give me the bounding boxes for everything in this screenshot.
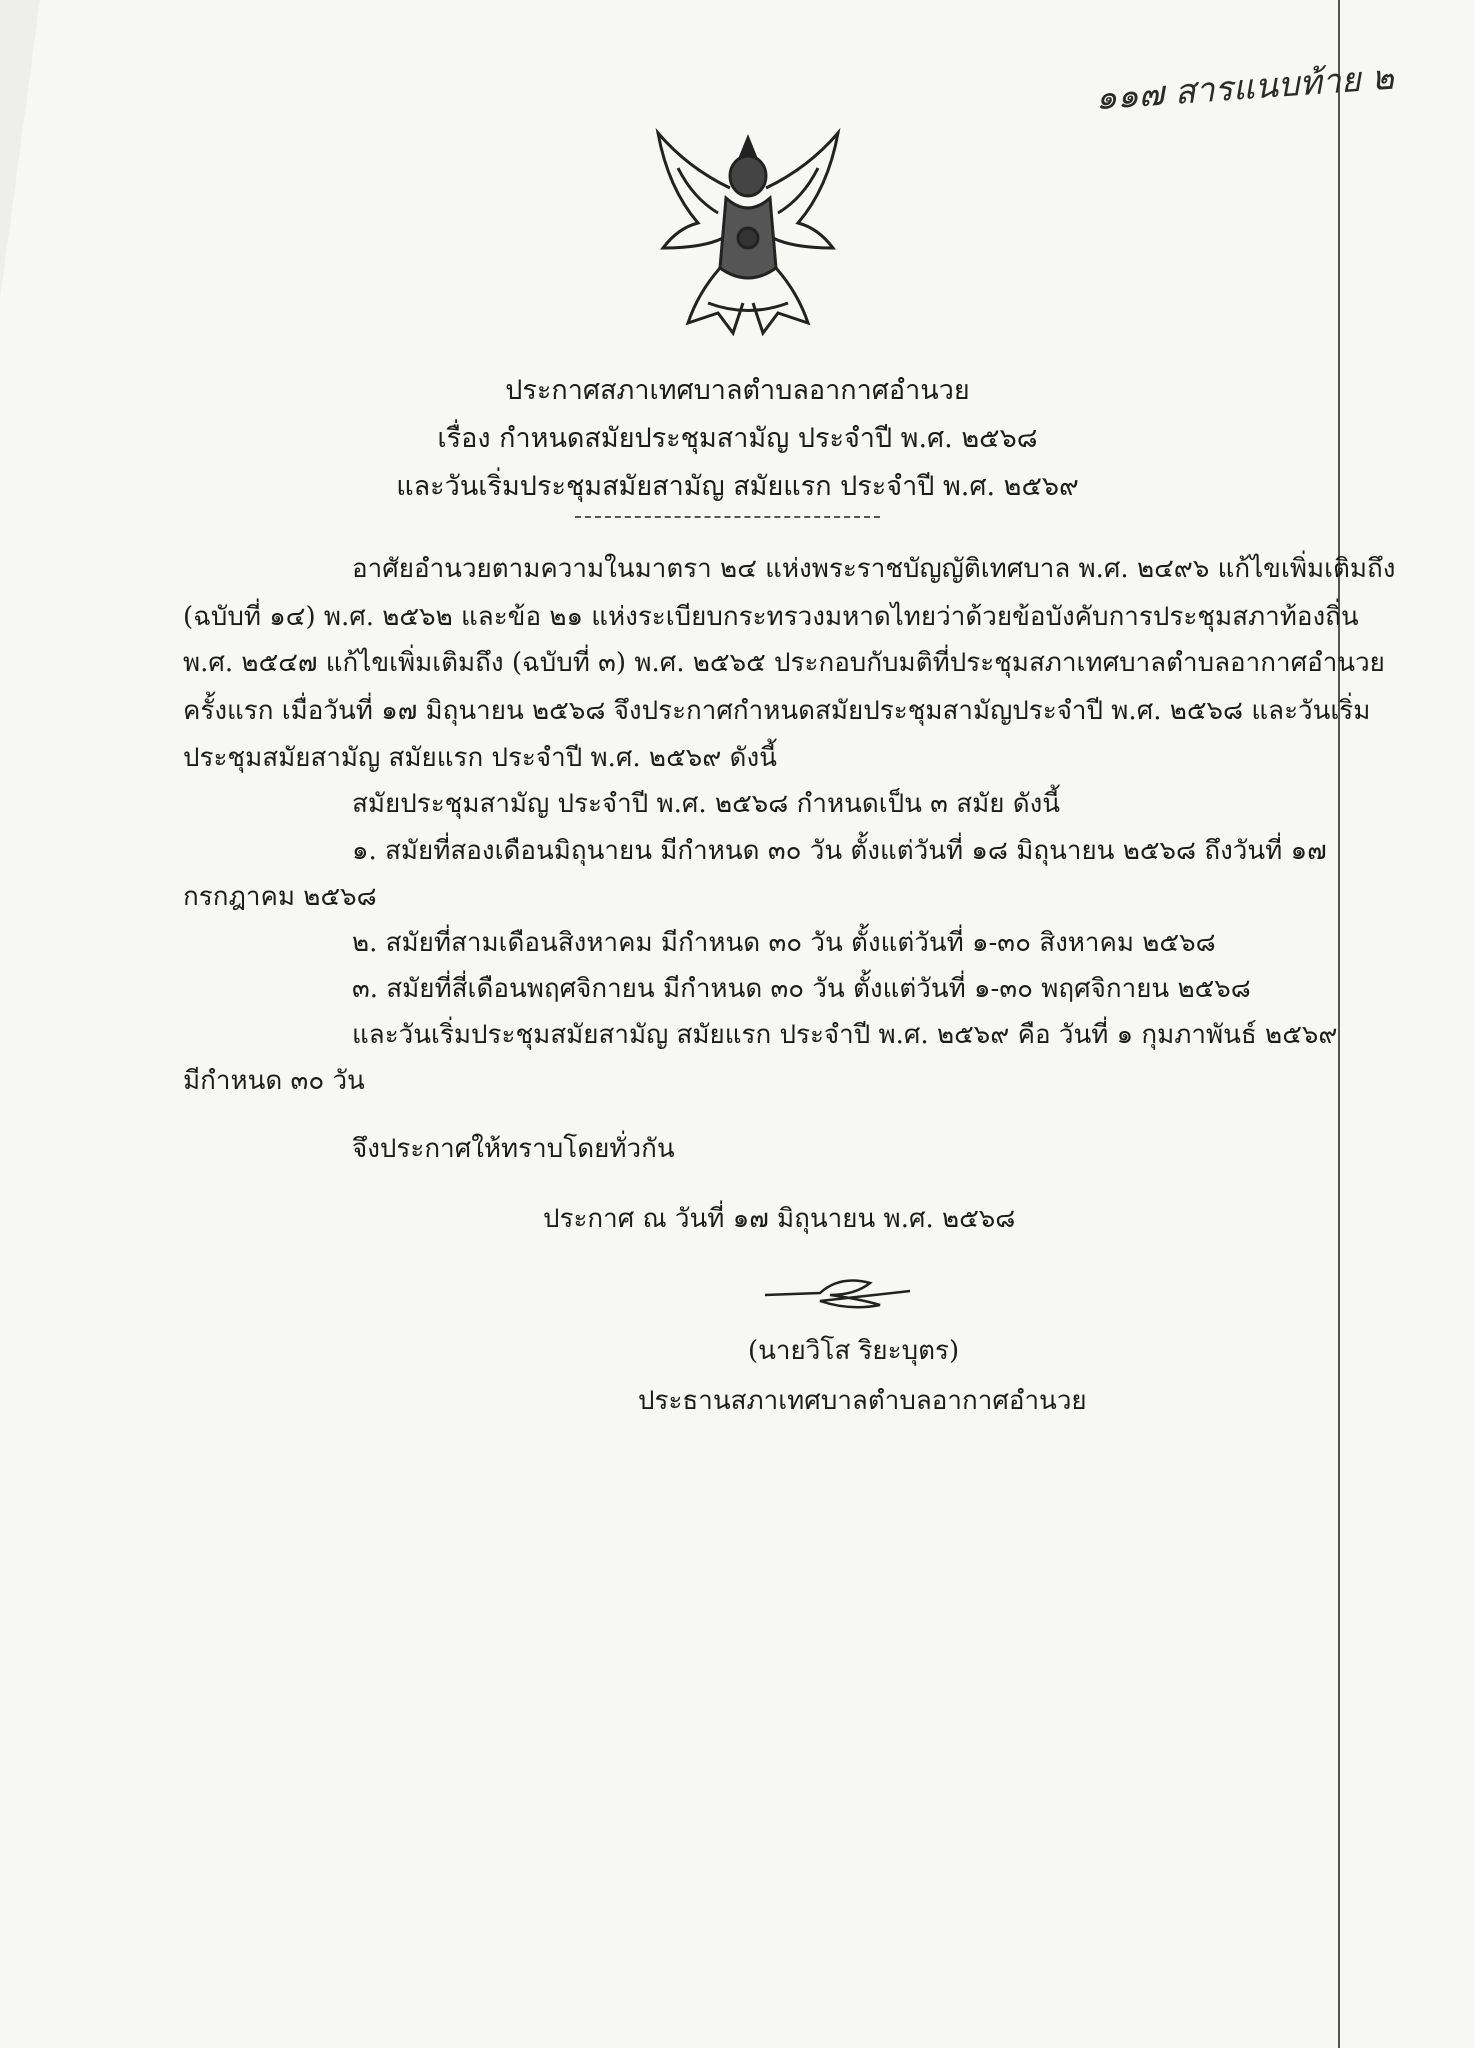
paragraph3-line2: มีกำหนด ๓๐ วัน [183, 1066, 365, 1096]
handwritten-note: ๑๑๗ สารแนบท้าย ๒ [1094, 57, 1396, 119]
item2: ๒. สมัยที่สามเดือนสิงหาคม มีกำหนด ๓๐ วัน ตั้งแต่วันที่ ๑-๓๐ สิงหาคม ๒๕๖๘ [352, 928, 1216, 958]
paragraph1-line3: พ.ศ. ๒๕๔๗ แก้ไขเพิ่มเติมถึง (ฉบับที่ ๓) พ.ศ. ๒๕๖๕ ประกอบกับมติที่ประชุมสภาเทศบาลตำบลอากาศอำนวย [183, 648, 1385, 678]
paragraph1-line4: ครั้งแรก เมื่อวันที่ ๑๗ มิถุนายน ๒๕๖๘ จึงประกาศกำหนดสมัยประชุมสามัญประจำปี พ.ศ. ๒๕๖๘ และวันเริ่ม [183, 696, 1371, 726]
announcement-subject-line2: และวันเริ่มประชุมสมัยสามัญ สมัยแรก ประจำปี พ.ศ. ๒๕๖๙ [396, 471, 1079, 502]
paragraph2: สมัยประชุมสามัญ ประจำปี พ.ศ. ๒๕๖๘ กำหนดเป็น ๓ สมัย ดังนี้ [352, 789, 1061, 819]
paragraph1-line5: ประชุมสมัยสามัญ สมัยแรก ประจำปี พ.ศ. ๒๕๖๙ ดังนี้ [183, 743, 777, 773]
signature-scribble-icon [760, 1265, 920, 1315]
paragraph1-line2: (ฉบับที่ ๑๔) พ.ศ. ๒๕๖๒ และข้อ ๒๑ แห่งระเบียบกระทรวงมหาดไทยว่าด้วยข้อบังคับการประชุมสภาท้องถิ่น [183, 602, 1359, 632]
paragraph3-line1: และวันเริ่มประชุมสมัยสามัญ สมัยแรก ประจำปี พ.ศ. ๒๕๖๙ คือ วันที่ ๑ กุมภาพันธ์ ๒๕๖๙ [352, 1020, 1338, 1050]
announcement-subject: เรื่อง กำหนดสมัยประชุมสามัญ ประจำปี พ.ศ. ๒๕๖๘ [437, 423, 1038, 454]
signatory-name: (นายวิโส ริยะบุตร) [748, 1336, 960, 1366]
item3: ๓. สมัยที่สี่เดือนพฤศจิกายน มีกำหนด ๓๐ วัน ตั้งแต่วันที่ ๑-๓๐ พฤศจิกายน ๒๕๖๘ [352, 974, 1251, 1004]
title-divider [575, 516, 880, 518]
item1-line1: ๑. สมัยที่สองเดือนมิถุนายน มีกำหนด ๓๐ วัน ตั้งแต่วันที่ ๑๘ มิถุนายน ๒๕๖๘ ถึงวันที่ ๑๗ [352, 836, 1327, 866]
item1-line2: กรกฎาคม ๒๕๖๘ [183, 882, 377, 912]
scan-edge-line [1338, 0, 1340, 2048]
garuda-emblem-icon [648, 128, 848, 340]
announcement-date: ประกาศ ณ วันที่ ๑๗ มิถุนายน พ.ศ. ๒๕๖๘ [543, 1204, 1016, 1234]
announcement-issuer: ประกาศสภาเทศบาลตำบลอากาศอำนวย [505, 375, 970, 406]
paragraph1-line1: อาศัยอำนวยตามความในมาตรา ๒๔ แห่งพระราชบัญญัติเทศบาล พ.ศ. ๒๔๙๖ แก้ไขเพิ่มเติมถึง [352, 554, 1396, 584]
scan-corner-shadow [0, 0, 40, 300]
signatory-position: ประธานสภาเทศบาลตำบลอากาศอำนวย [638, 1386, 1087, 1416]
closing-statement: จึงประกาศให้ทราบโดยทั่วกัน [352, 1134, 675, 1164]
